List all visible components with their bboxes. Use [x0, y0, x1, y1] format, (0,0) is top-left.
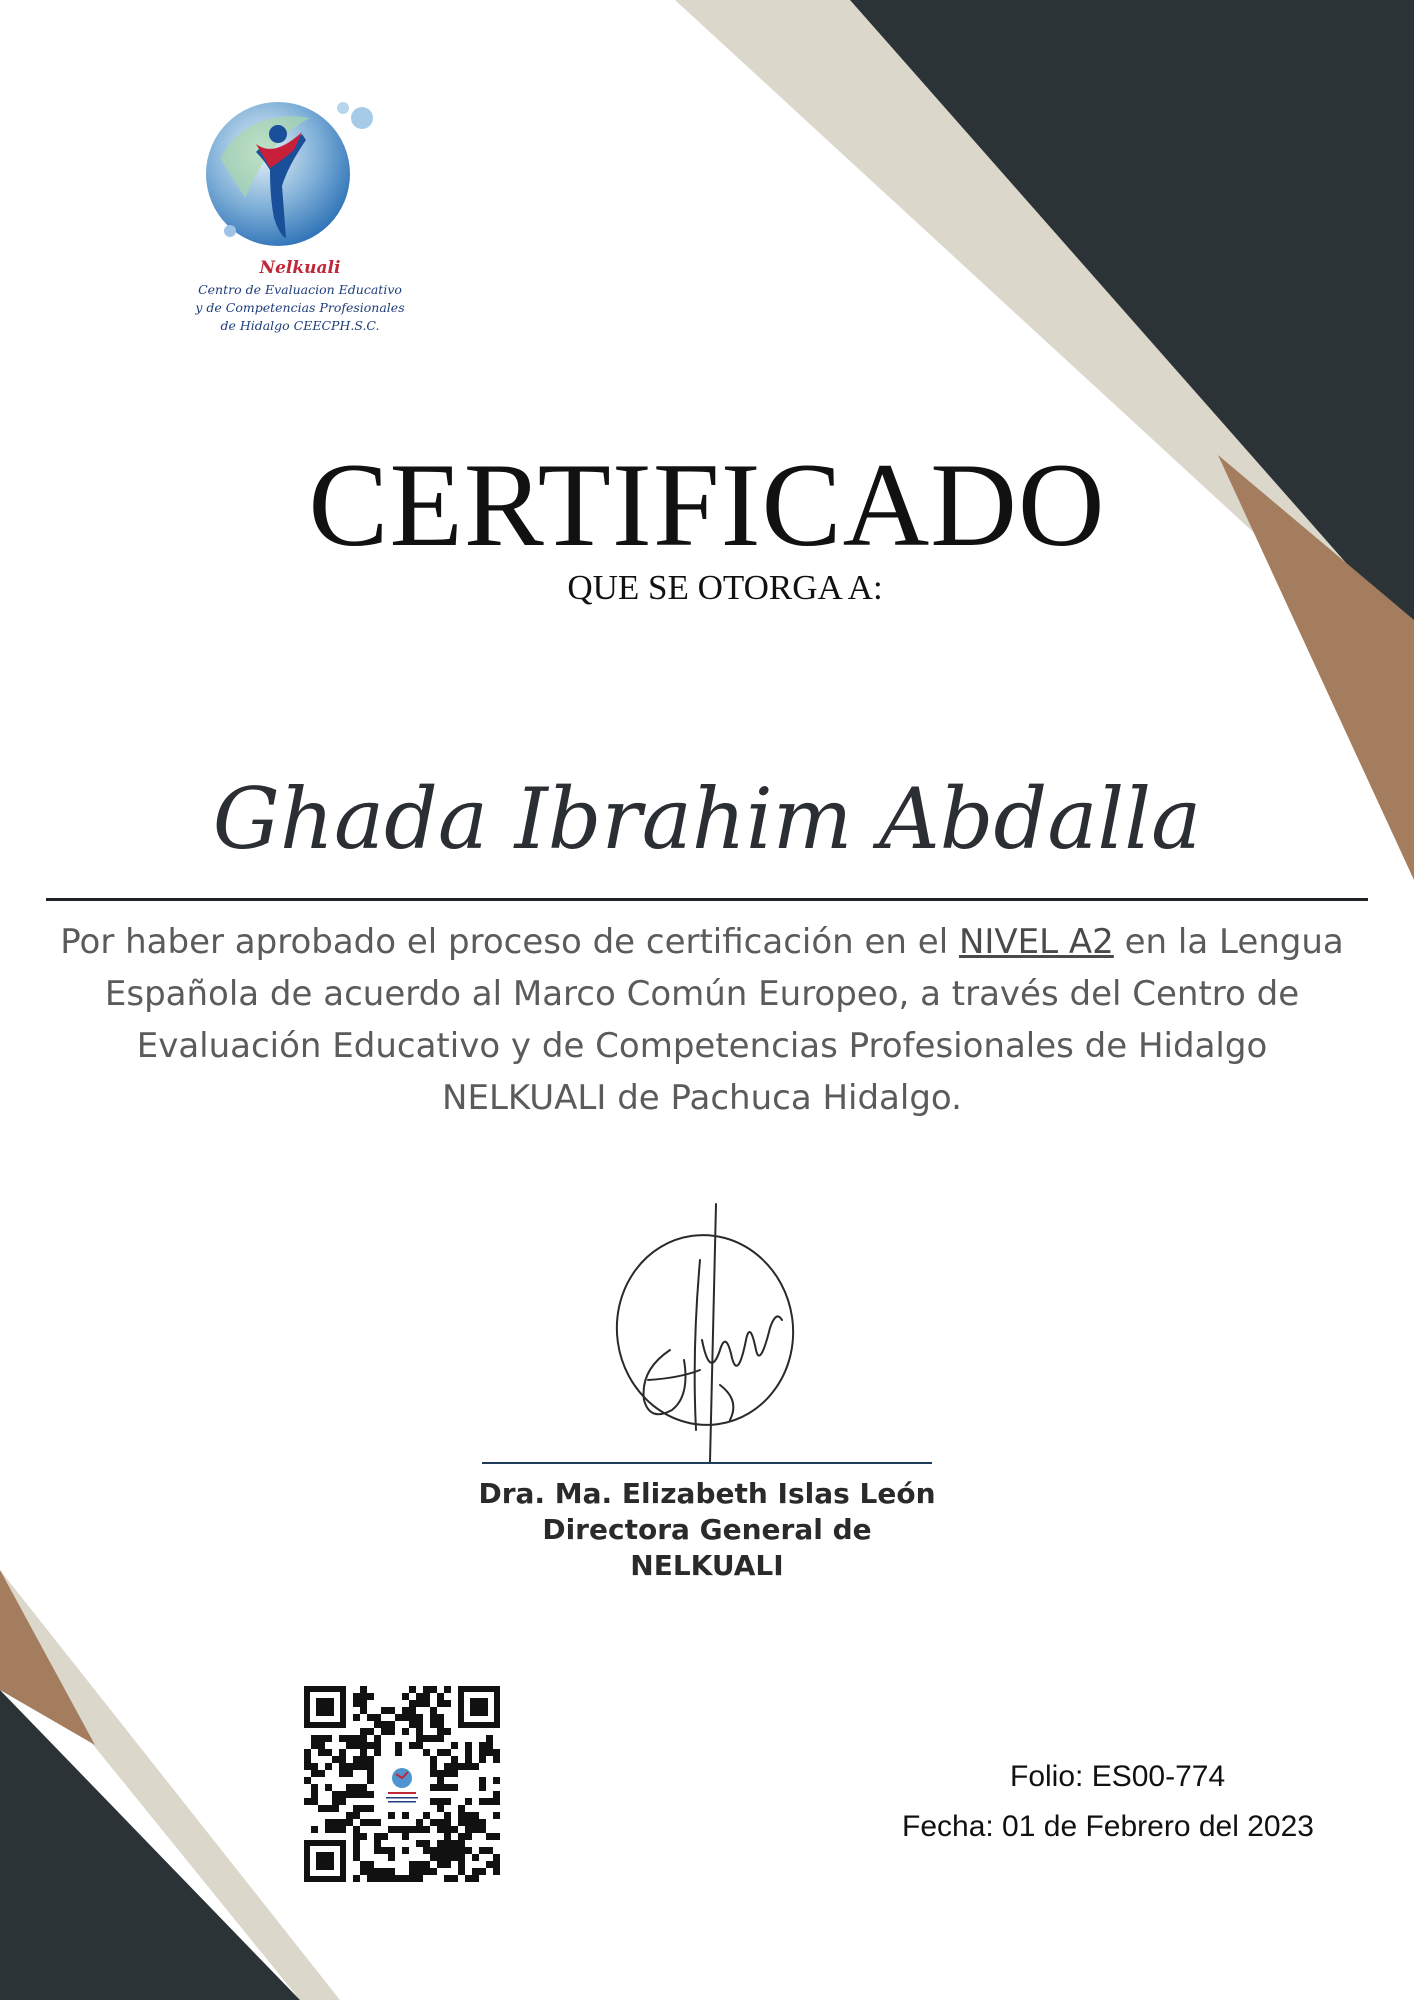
signer-role-line-2: NELKUALI — [630, 1549, 784, 1582]
logo-line-3: de Hidalgo CEECPH.S.C. — [220, 318, 380, 333]
logo-emblem-icon — [190, 88, 420, 258]
corner-dark-bottom — [0, 1690, 300, 2000]
recipient-name: Ghada Ibrahim Abdalla — [212, 770, 1202, 868]
logo-name: Nelkuali — [259, 258, 341, 278]
certificate-subtitle: QUE SE OTORGA A: — [567, 568, 883, 607]
signature-image — [600, 1200, 810, 1470]
signer-block — [407, 1476, 1007, 1584]
signature-line — [482, 1462, 932, 1464]
nelkuali-logo — [140, 88, 460, 338]
body-text-after: en la Lengua Española de acuerdo al Marco Común Europeo, a través del Centro de Evaluación Educativo y de Competencias Profesionales de Hidalgo NELKUALI de Pachuca Hidalgo. — [104, 922, 1344, 1118]
recipient-underline — [46, 898, 1368, 901]
qr-code-icon — [304, 1686, 500, 1882]
logo-line-2: y de Competencias Profesionales — [195, 300, 405, 315]
signer-name: Dra. Ma. Elizabeth Islas León — [478, 1477, 936, 1510]
certificate-body — [60, 916, 1344, 1124]
logo-text-block — [140, 258, 460, 335]
folio-number: Folio: ES00-774 — [1010, 1760, 1226, 1793]
certificate-title: CERTIFICADO — [308, 438, 1106, 571]
issue-date: Fecha: 01 de Febrero del 2023 — [902, 1810, 1314, 1843]
logo-line-1: Centro de Evaluacion Educativo — [198, 282, 402, 297]
certificate-level: NIVEL A2 — [958, 922, 1114, 962]
signer-role-line-1: Directora General de — [542, 1513, 872, 1546]
body-text-before: Por haber aprobado el proceso de certificación en el — [60, 922, 959, 962]
